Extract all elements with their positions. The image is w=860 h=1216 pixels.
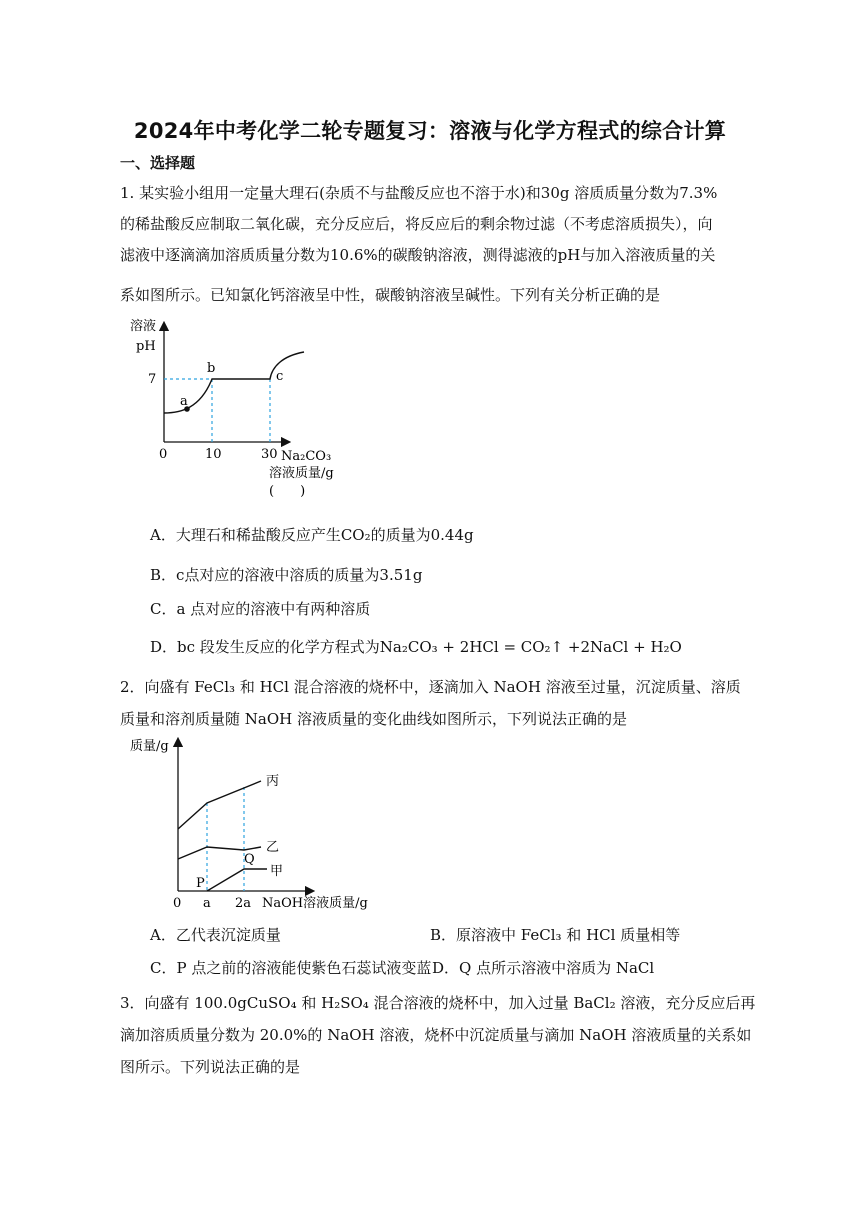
- q2-curve-jia: [207, 869, 267, 891]
- q2-option-a[interactable]: A．乙代表沉淀质量: [150, 926, 281, 944]
- q2-option-c[interactable]: C．P 点之前的溶液能使紫色石蕊试液变蓝: [150, 959, 432, 977]
- q2-option-b[interactable]: B．原溶液中 FeCl₃ 和 HCl 质量相等: [430, 926, 681, 944]
- q1-text-line-3: 滤液中逐滴滴加溶质质量分数为10.6%的碳酸钠溶液，测得滤液的pH与加入溶液质量的关: [120, 246, 716, 264]
- q1-origin: 0: [159, 447, 168, 462]
- q2-point-p: P: [196, 876, 205, 891]
- q1-point-b: b: [207, 361, 216, 376]
- q3-text-line-3: 图所示。下列说法正确的是: [120, 1058, 301, 1076]
- q1-point-c: c: [276, 369, 284, 384]
- q2-label-yi: 乙: [266, 840, 280, 855]
- q2-mass-graph: [125, 730, 375, 920]
- q2-y-label: 质量/g: [130, 739, 169, 754]
- q1-x-label-2: 溶液质量/g: [269, 466, 334, 481]
- q1-y-label-2: pH: [136, 339, 156, 354]
- section-heading: 一、选择题: [120, 154, 196, 172]
- q1-tick-30: 30: [261, 447, 278, 462]
- q2-label-jia: 甲: [270, 864, 284, 879]
- q1-option-d[interactable]: D．bc 段发生反应的化学方程式为Na₂CO₃ + 2HCl = CO₂↑ +2NaCl + H₂O: [150, 638, 682, 656]
- q2-tick-a: a: [203, 896, 211, 911]
- q1-text-line-2: 的稀盐酸反应制取二氧化碳，充分反应后，将反应后的剩余物过滤（不考虑溶质损失），向: [120, 215, 713, 233]
- q2-text-line-2: 质量和溶剂质量随 NaOH 溶液质量的变化曲线如图所示，下列说法正确的是: [120, 710, 627, 728]
- q1-tick-10: 10: [205, 447, 222, 462]
- q1-text-line-4: 系如图所示。已知氯化钙溶液呈中性，碳酸钠溶液呈碱性。下列有关分析正确的是: [120, 286, 661, 304]
- q3-text-line-2: 滴加溶质质量分数为 20.0%的 NaOH 溶液，烧杯中沉淀质量与滴加 NaOH 溶液质量的关系如: [120, 1026, 752, 1044]
- q2-label-bing: 丙: [266, 774, 280, 789]
- q1-x-label-1: Na₂CO₃: [281, 449, 332, 464]
- q1-point-a: a: [180, 394, 188, 409]
- q2-text-line-1: 2．向盛有 FeCl₃ 和 HCl 混合溶液的烧杯中，逐滴加入 NaOH 溶液至过量，沉淀质量、溶质: [120, 678, 741, 696]
- q1-y-label-1: 溶液: [130, 319, 157, 334]
- q2-point-q: Q: [244, 852, 255, 867]
- q1-tick-7: 7: [148, 372, 157, 387]
- q2-tick-2a: 2a: [235, 896, 252, 911]
- page-title: 2024年中考化学二轮专题复习：溶液与化学方程式的综合计算: [133, 119, 727, 143]
- q1-ph-graph: [120, 312, 360, 502]
- q1-option-b[interactable]: B．c点对应的溶液中溶质的质量为3.51g: [150, 566, 423, 584]
- q1-blank: ( ): [269, 484, 306, 499]
- q1-option-c[interactable]: C．a 点对应的溶液中有两种溶质: [150, 600, 371, 618]
- q2-curve-bing: [178, 781, 261, 829]
- q2-x-label: NaOH溶液质量/g: [262, 896, 368, 911]
- q2-origin: 0: [173, 896, 182, 911]
- q1-text-line-1: 1. 某实验小组用一定量大理石(杂质不与盐酸反应也不溶于水)和30g 溶质质量分数为7.3%: [120, 184, 718, 202]
- q1-option-a[interactable]: A．大理石和稀盐酸反应产生CO₂的质量为0.44g: [150, 526, 474, 544]
- q2-option-d[interactable]: D．Q 点所示溶液中溶质为 NaCl: [432, 959, 655, 977]
- q3-text-line-1: 3．向盛有 100.0gCuSO₄ 和 H₂SO₄ 混合溶液的烧杯中，加入过量 BaCl₂ 溶液，充分反应后再: [120, 994, 756, 1012]
